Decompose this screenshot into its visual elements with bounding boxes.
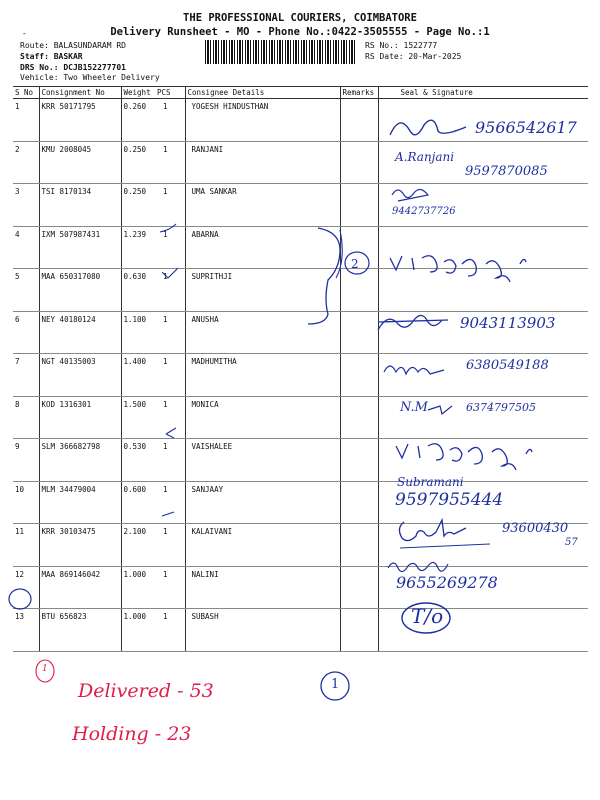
row-consignee: SANJAAY [185, 481, 340, 524]
row-consignee: MADHUMITHA [185, 354, 340, 397]
row-consignment-no: IXM 507987431 [39, 226, 121, 269]
row-remarks [340, 269, 378, 312]
row-pcs: 1 [155, 439, 185, 482]
hw-small-mark: 1 [42, 664, 48, 674]
row-consignee: ANUSHA [185, 311, 340, 354]
row-consignee: SUPRITHJI [185, 269, 340, 312]
row-remarks [340, 354, 378, 397]
row-weight: 0.530 [121, 439, 155, 482]
row-pcs: 1 [155, 99, 185, 142]
table-row [13, 566, 588, 609]
row-consignment-no: MLM 34479004 [39, 481, 121, 524]
row-weight: 0.260 [121, 99, 155, 142]
company-title: THE PROFESSIONAL COURIERS, COIMBATORE [183, 12, 417, 24]
row-remarks [340, 481, 378, 524]
hw-phone-2: 9597870085 [465, 164, 548, 179]
header-weight: Weight [121, 87, 155, 99]
row-remarks [340, 609, 378, 652]
row-consignee: VAISHALEE [185, 439, 340, 482]
row-weight: 0.250 [121, 141, 155, 184]
header-consignee: Consignee Details [185, 87, 340, 99]
drs-number: DRS No.: DCJB152277701 [20, 63, 126, 72]
row-remarks [340, 226, 378, 269]
row-pcs: 1 [155, 354, 185, 397]
row-signature [378, 184, 588, 227]
hw-phone-1: 9566542617 [475, 118, 577, 137]
row-weight: 0.630 [121, 269, 155, 312]
hw-sig-8: N.M [400, 400, 428, 415]
header-remarks: Remarks [340, 87, 378, 99]
hw-phone-7: 6380549188 [466, 358, 549, 373]
header-signature: Seal & Signature [378, 87, 588, 99]
row-pcs: 1 [155, 269, 185, 312]
row-pcs: 1 [155, 481, 185, 524]
row-signature [378, 269, 588, 312]
row-consignee: UMA SANKAR [185, 184, 340, 227]
table-row [13, 226, 588, 269]
row-signature [378, 226, 588, 269]
hw-phone-10: 9597955444 [395, 490, 504, 510]
row-consignment-no: BTU 656823 [39, 609, 121, 652]
header-consignment: Consignment No [39, 87, 121, 99]
row-sno: 10 [13, 481, 39, 524]
row-consignment-no: TSI 8170134 [39, 184, 121, 227]
runsheet-title: Delivery Runsheet - MO - Phone No.:0422-3505555 - Page No.:1 [110, 26, 490, 38]
hw-phone-12: 9655269278 [396, 573, 498, 592]
row-weight: 1.239 [121, 226, 155, 269]
rs-number: RS No.: 1522777 [365, 41, 438, 50]
table-row [13, 269, 588, 312]
row-sno: 8 [13, 396, 39, 439]
row-weight: 1.500 [121, 396, 155, 439]
hw-name-10: Subramani [397, 475, 464, 489]
hw-name-2: A.Ranjani [395, 150, 455, 164]
row-sno: 5 [13, 269, 39, 312]
row-weight: 1.400 [121, 354, 155, 397]
row-consignment-no: KRR 30103475 [39, 524, 121, 567]
row-pcs: 1 [155, 396, 185, 439]
row-remarks [340, 524, 378, 567]
row-consignment-no: KOD 1316301 [39, 396, 121, 439]
row-sno: 3 [13, 184, 39, 227]
table-row [13, 439, 588, 482]
row-sno: 4 [13, 226, 39, 269]
barcode-image [205, 40, 357, 64]
row-consignment-no: MAA 869146042 [39, 566, 121, 609]
row-consignment-no: MAA 650317080 [39, 269, 121, 312]
hw-phone-11: 93600430 [502, 521, 569, 536]
row-consignment-no: NEY 40180124 [39, 311, 121, 354]
row-pcs: 1 [155, 566, 185, 609]
header-sno: S No [13, 87, 39, 99]
row-consignee: SUBASH [185, 609, 340, 652]
row-remarks [340, 311, 378, 354]
hw-phone-3: 9442737726 [392, 206, 456, 217]
row-weight: 1.000 [121, 609, 155, 652]
row-sno: 7 [13, 354, 39, 397]
row-remarks [340, 439, 378, 482]
row-consignment-no: KRR 50171795 [39, 99, 121, 142]
row-sno: 13 [13, 609, 39, 652]
hw-sig-13: T/o [411, 604, 444, 628]
row-sno: 9 [13, 439, 39, 482]
row-weight: 0.600 [121, 481, 155, 524]
row-sno: 12 [13, 566, 39, 609]
header-pcs: PCS [155, 87, 185, 99]
table-header-row [13, 87, 588, 99]
row-weight: 1.000 [121, 566, 155, 609]
route-label: Route: BALASUNDARAM RD [20, 41, 126, 50]
row-weight: 1.100 [121, 311, 155, 354]
staff-label: Staff: BASKAR [20, 52, 83, 61]
row-weight: 0.250 [121, 184, 155, 227]
row-sno: 11 [13, 524, 39, 567]
row-sno: 6 [13, 311, 39, 354]
row-signature [378, 609, 588, 652]
row-pcs: 1 [155, 524, 185, 567]
row-pcs: 1 [155, 609, 185, 652]
tick-mark: - [22, 29, 27, 38]
hw-phone-8: 6374797505 [466, 401, 536, 414]
row-consignee: YOGESH HINDUSTHAN [185, 99, 340, 142]
row-consignee: NALINI [185, 566, 340, 609]
row-consignment-no: KMU 2008045 [39, 141, 121, 184]
row-remarks [340, 566, 378, 609]
row-pcs: 1 [155, 141, 185, 184]
row-pcs: 1 [155, 311, 185, 354]
row-consignee: RANJANI [185, 141, 340, 184]
row-pcs: 1 [155, 226, 185, 269]
table-row [13, 184, 588, 227]
row-consignee: ABARNA [185, 226, 340, 269]
hw-circle-mark: 1 [331, 677, 340, 692]
row-remarks [340, 141, 378, 184]
circled-2-digit: 2 [351, 257, 359, 271]
row-consignment-no: NGT 40135003 [39, 354, 121, 397]
vehicle-label: Vehicle: Two Wheeler Delivery [20, 73, 160, 82]
hw-phone-6: 9043113903 [460, 314, 556, 332]
row-consignment-no: SLM 366682798 [39, 439, 121, 482]
row-consignee: MONICA [185, 396, 340, 439]
row-sno: 1 [13, 99, 39, 142]
hw-holding-count: Holding - 23 [72, 723, 192, 745]
table-row [13, 609, 588, 652]
hw-delivered-count: Delivered - 53 [78, 680, 214, 702]
row-remarks [340, 99, 378, 142]
row-pcs: 1 [155, 184, 185, 227]
row-weight: 2.100 [121, 524, 155, 567]
hw-phone-11b: 57 [565, 537, 578, 548]
rs-date: RS Date: 20-Mar-2025 [365, 52, 462, 61]
row-sno: 2 [13, 141, 39, 184]
row-remarks [340, 396, 378, 439]
row-consignee: KALAIVANI [185, 524, 340, 567]
row-remarks [340, 184, 378, 227]
